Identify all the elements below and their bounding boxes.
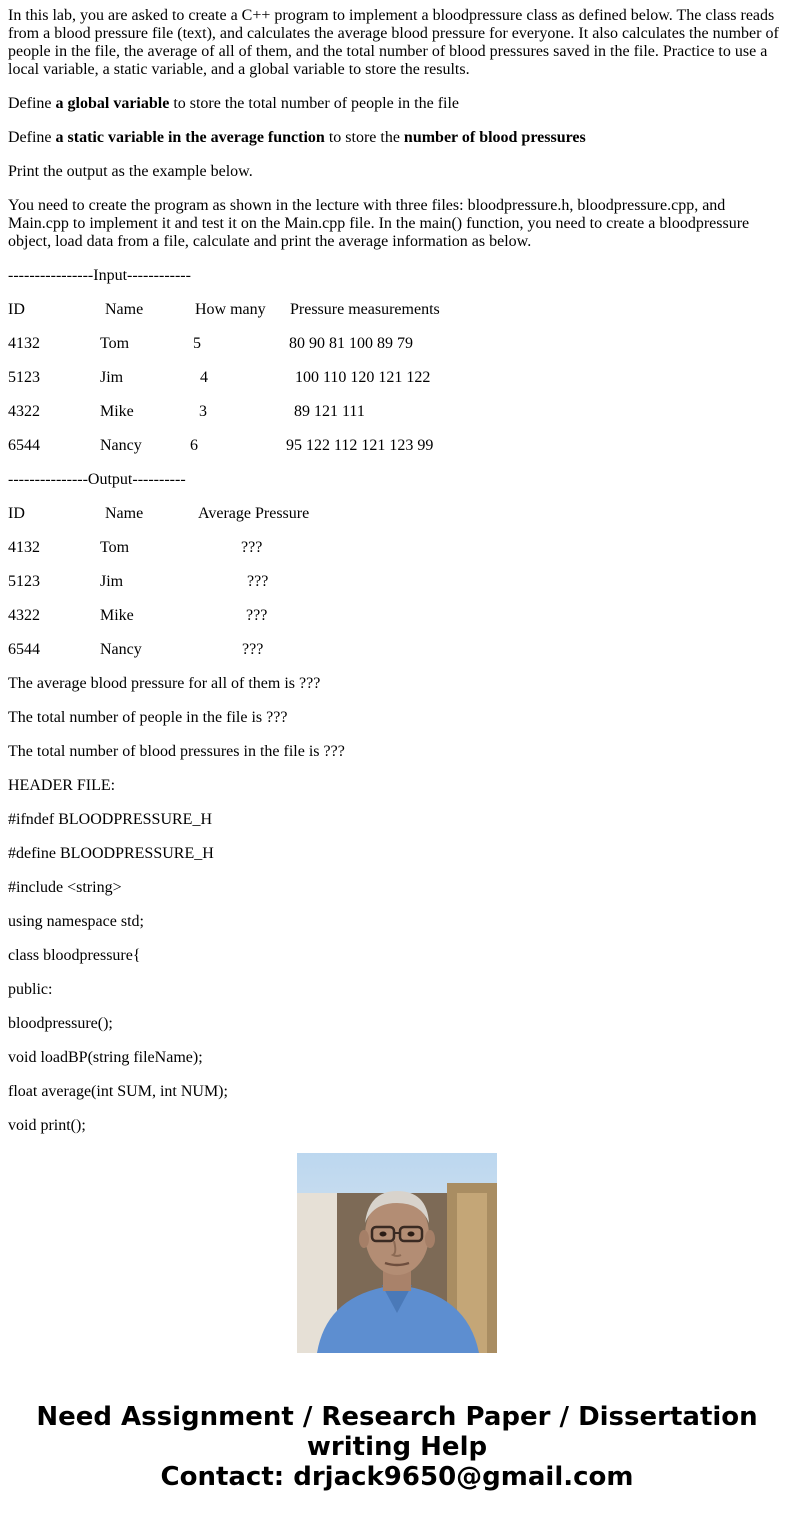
header-id: ID: [8, 301, 25, 318]
row-id: 5123: [8, 573, 40, 590]
code-line: #ifndef BLOODPRESSURE_H: [8, 811, 213, 828]
code-line: void print();: [8, 1117, 86, 1134]
code-line: #define BLOODPRESSURE_H: [8, 845, 214, 862]
code-line: using namespace std;: [8, 913, 144, 930]
output-divider: ---------------Output----------: [8, 471, 186, 488]
files-instruction: You need to create the program as shown in the lecture with three files: bloodpressure.h, bloodpressure.cpp, and Main.cpp to implement it and test it on the Main.cpp file. In the main() function, you need to create a bloodpressure object, load data from a file, calculate and print the average information as below.: [8, 197, 750, 250]
row-average: ???: [247, 573, 269, 590]
header-average-pressure: Average Pressure: [198, 505, 310, 522]
code-line: public:: [8, 981, 53, 998]
row-measurements: 89 121 111: [294, 403, 365, 420]
code-line: #include <string>: [8, 879, 122, 896]
row-id: 4132: [8, 539, 40, 556]
row-id: 4322: [8, 403, 40, 420]
code-line: bloodpressure();: [8, 1015, 113, 1032]
row-id: 6544: [8, 641, 40, 658]
row-id: 5123: [8, 369, 40, 386]
header-pressure-measurements: Pressure measurements: [290, 301, 440, 318]
row-average: ???: [242, 641, 264, 658]
summary-average: The average blood pressure for all of them is ???: [8, 675, 321, 692]
code-line: class bloodpressure{: [8, 947, 141, 964]
promo-footer: [0, 1402, 794, 1492]
row-name: Nancy: [100, 437, 142, 454]
row-name: Nancy: [100, 641, 142, 658]
row-name: Tom: [100, 335, 130, 352]
row-count: 6: [190, 437, 198, 454]
header-name: Name: [105, 301, 144, 318]
code-line: void loadBP(string fileName);: [8, 1049, 203, 1066]
input-divider: ----------------Input------------: [8, 267, 191, 284]
row-average: ???: [241, 539, 263, 556]
advertiser-photo: [297, 1153, 497, 1353]
row-id: 4322: [8, 607, 40, 624]
row-name: Tom: [100, 539, 130, 556]
row-name: Mike: [100, 403, 134, 420]
row-name: Mike: [100, 607, 134, 624]
print-instruction: Print the output as the example below.: [8, 163, 253, 180]
global-variable-instruction: Define a global variable to store the total number of people in the file: [8, 95, 460, 112]
row-name: Jim: [100, 369, 124, 386]
row-average: ???: [246, 607, 268, 624]
row-id: 4132: [8, 335, 40, 352]
summary-pressures: The total number of blood pressures in the file is ???: [8, 743, 345, 760]
header-name: Name: [105, 505, 144, 522]
document-body: [8, 0, 786, 1134]
row-measurements: 80 90 81 100 89 79: [289, 335, 413, 352]
code-line: float average(int SUM, int NUM);: [8, 1083, 228, 1100]
promo-line: Need Assignment / Research Paper / Dissertation: [36, 1402, 758, 1432]
row-name: Jim: [100, 573, 124, 590]
code-line: HEADER FILE:: [8, 777, 116, 794]
portrait-illustration: [297, 1153, 497, 1353]
contact-line: Contact: drjack9650@gmail.com: [160, 1462, 634, 1492]
row-measurements: 95 122 112 121 123 99: [286, 437, 434, 454]
row-id: 6544: [8, 437, 40, 454]
summary-people: The total number of people in the file is ???: [8, 709, 288, 726]
static-variable-instruction: Define a static variable in the average function to store the number of blood pressures: [8, 129, 586, 146]
header-id: ID: [8, 505, 25, 522]
row-count: 4: [200, 369, 208, 386]
promo-line: writing Help: [306, 1432, 488, 1462]
header-how-many: How many: [195, 301, 266, 318]
intro-paragraph: In this lab, you are asked to create a C++ program to implement a bloodpressure class as defined below. The class reads from a blood pressure file (text), and calculates the average blood pressure for everyone. It also calculates the number of people in the file, the average of all of them, and the total number of blood pressures saved in the file. Practice to use a local variable, a static variable, and a global variable to store the results.: [8, 7, 779, 78]
row-count: 3: [199, 403, 207, 420]
row-count: 5: [193, 335, 201, 352]
row-measurements: 100 110 120 121 122: [295, 369, 431, 386]
